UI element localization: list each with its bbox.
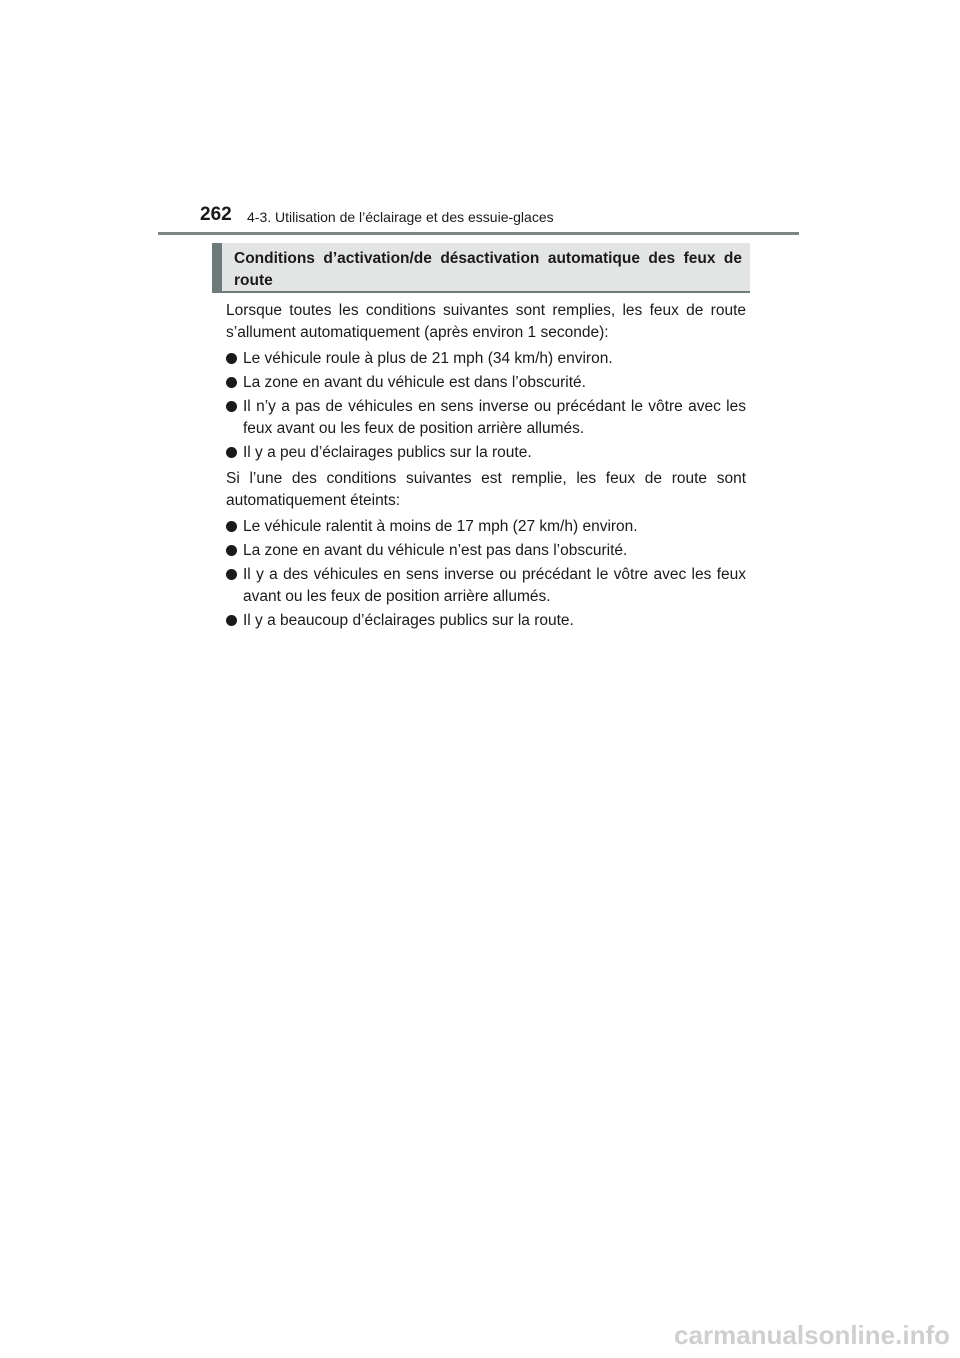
deactivation-list <box>226 516 746 632</box>
bullet-icon <box>226 353 237 364</box>
list-item <box>226 348 746 370</box>
header-divider <box>158 232 799 235</box>
main-content <box>226 300 746 634</box>
list-item-text: Il y a peu d’éclairages publics sur la route. <box>243 444 532 461</box>
list-item-text: Il y a beaucoup d’éclairages publics sur la route. <box>243 612 574 629</box>
activation-intro: Lorsque toutes les conditions suivantes sont remplies, les feux de route s’allument automatiquement (après environ 1 seconde): <box>226 302 746 341</box>
list-item-text: Le véhicule ralentit à moins de 17 mph (27 km/h) environ. <box>243 518 638 535</box>
bullet-icon <box>226 545 237 556</box>
bullet-icon <box>226 521 237 532</box>
list-item-text: Il n’y a pas de véhicules en sens inverse ou précédant le vôtre avec les feux avant ou les feux de position arrière allumés. <box>243 398 746 437</box>
list-item <box>226 372 746 394</box>
list-item-text: Le véhicule roule à plus de 21 mph (34 km/h) environ. <box>243 350 613 367</box>
bullet-icon <box>226 615 237 626</box>
list-item-text: La zone en avant du véhicule est dans l’obscurité. <box>243 374 586 391</box>
list-item <box>226 516 746 538</box>
section-title: 4-3. Utilisation de l’éclairage et des essuie-glaces <box>247 209 554 225</box>
list-item <box>226 442 746 464</box>
subsection-title: Conditions d’activation/de désactivation automatique des feux de route <box>234 250 742 289</box>
list-item <box>226 540 746 562</box>
list-item <box>226 396 746 440</box>
bullet-icon <box>226 401 237 412</box>
bullet-icon <box>226 377 237 388</box>
list-item-text: La zone en avant du véhicule n’est pas dans l’obscurité. <box>243 542 628 559</box>
list-item <box>226 564 746 608</box>
page-number: 262 <box>200 204 232 225</box>
list-item <box>226 610 746 632</box>
list-item-text: Il y a des véhicules en sens inverse ou précédant le vôtre avec les feux avant ou les feux de position arrière allumés. <box>243 566 746 605</box>
activation-list <box>226 348 746 464</box>
deactivation-intro: Si l’une des conditions suivantes est remplie, les feux de route sont automatiquement éteints: <box>226 470 746 509</box>
watermark-text: carmanualsonline.info <box>674 1320 950 1350</box>
bullet-icon <box>226 447 237 458</box>
bullet-icon <box>226 569 237 580</box>
subsection-heading-box <box>212 243 750 293</box>
